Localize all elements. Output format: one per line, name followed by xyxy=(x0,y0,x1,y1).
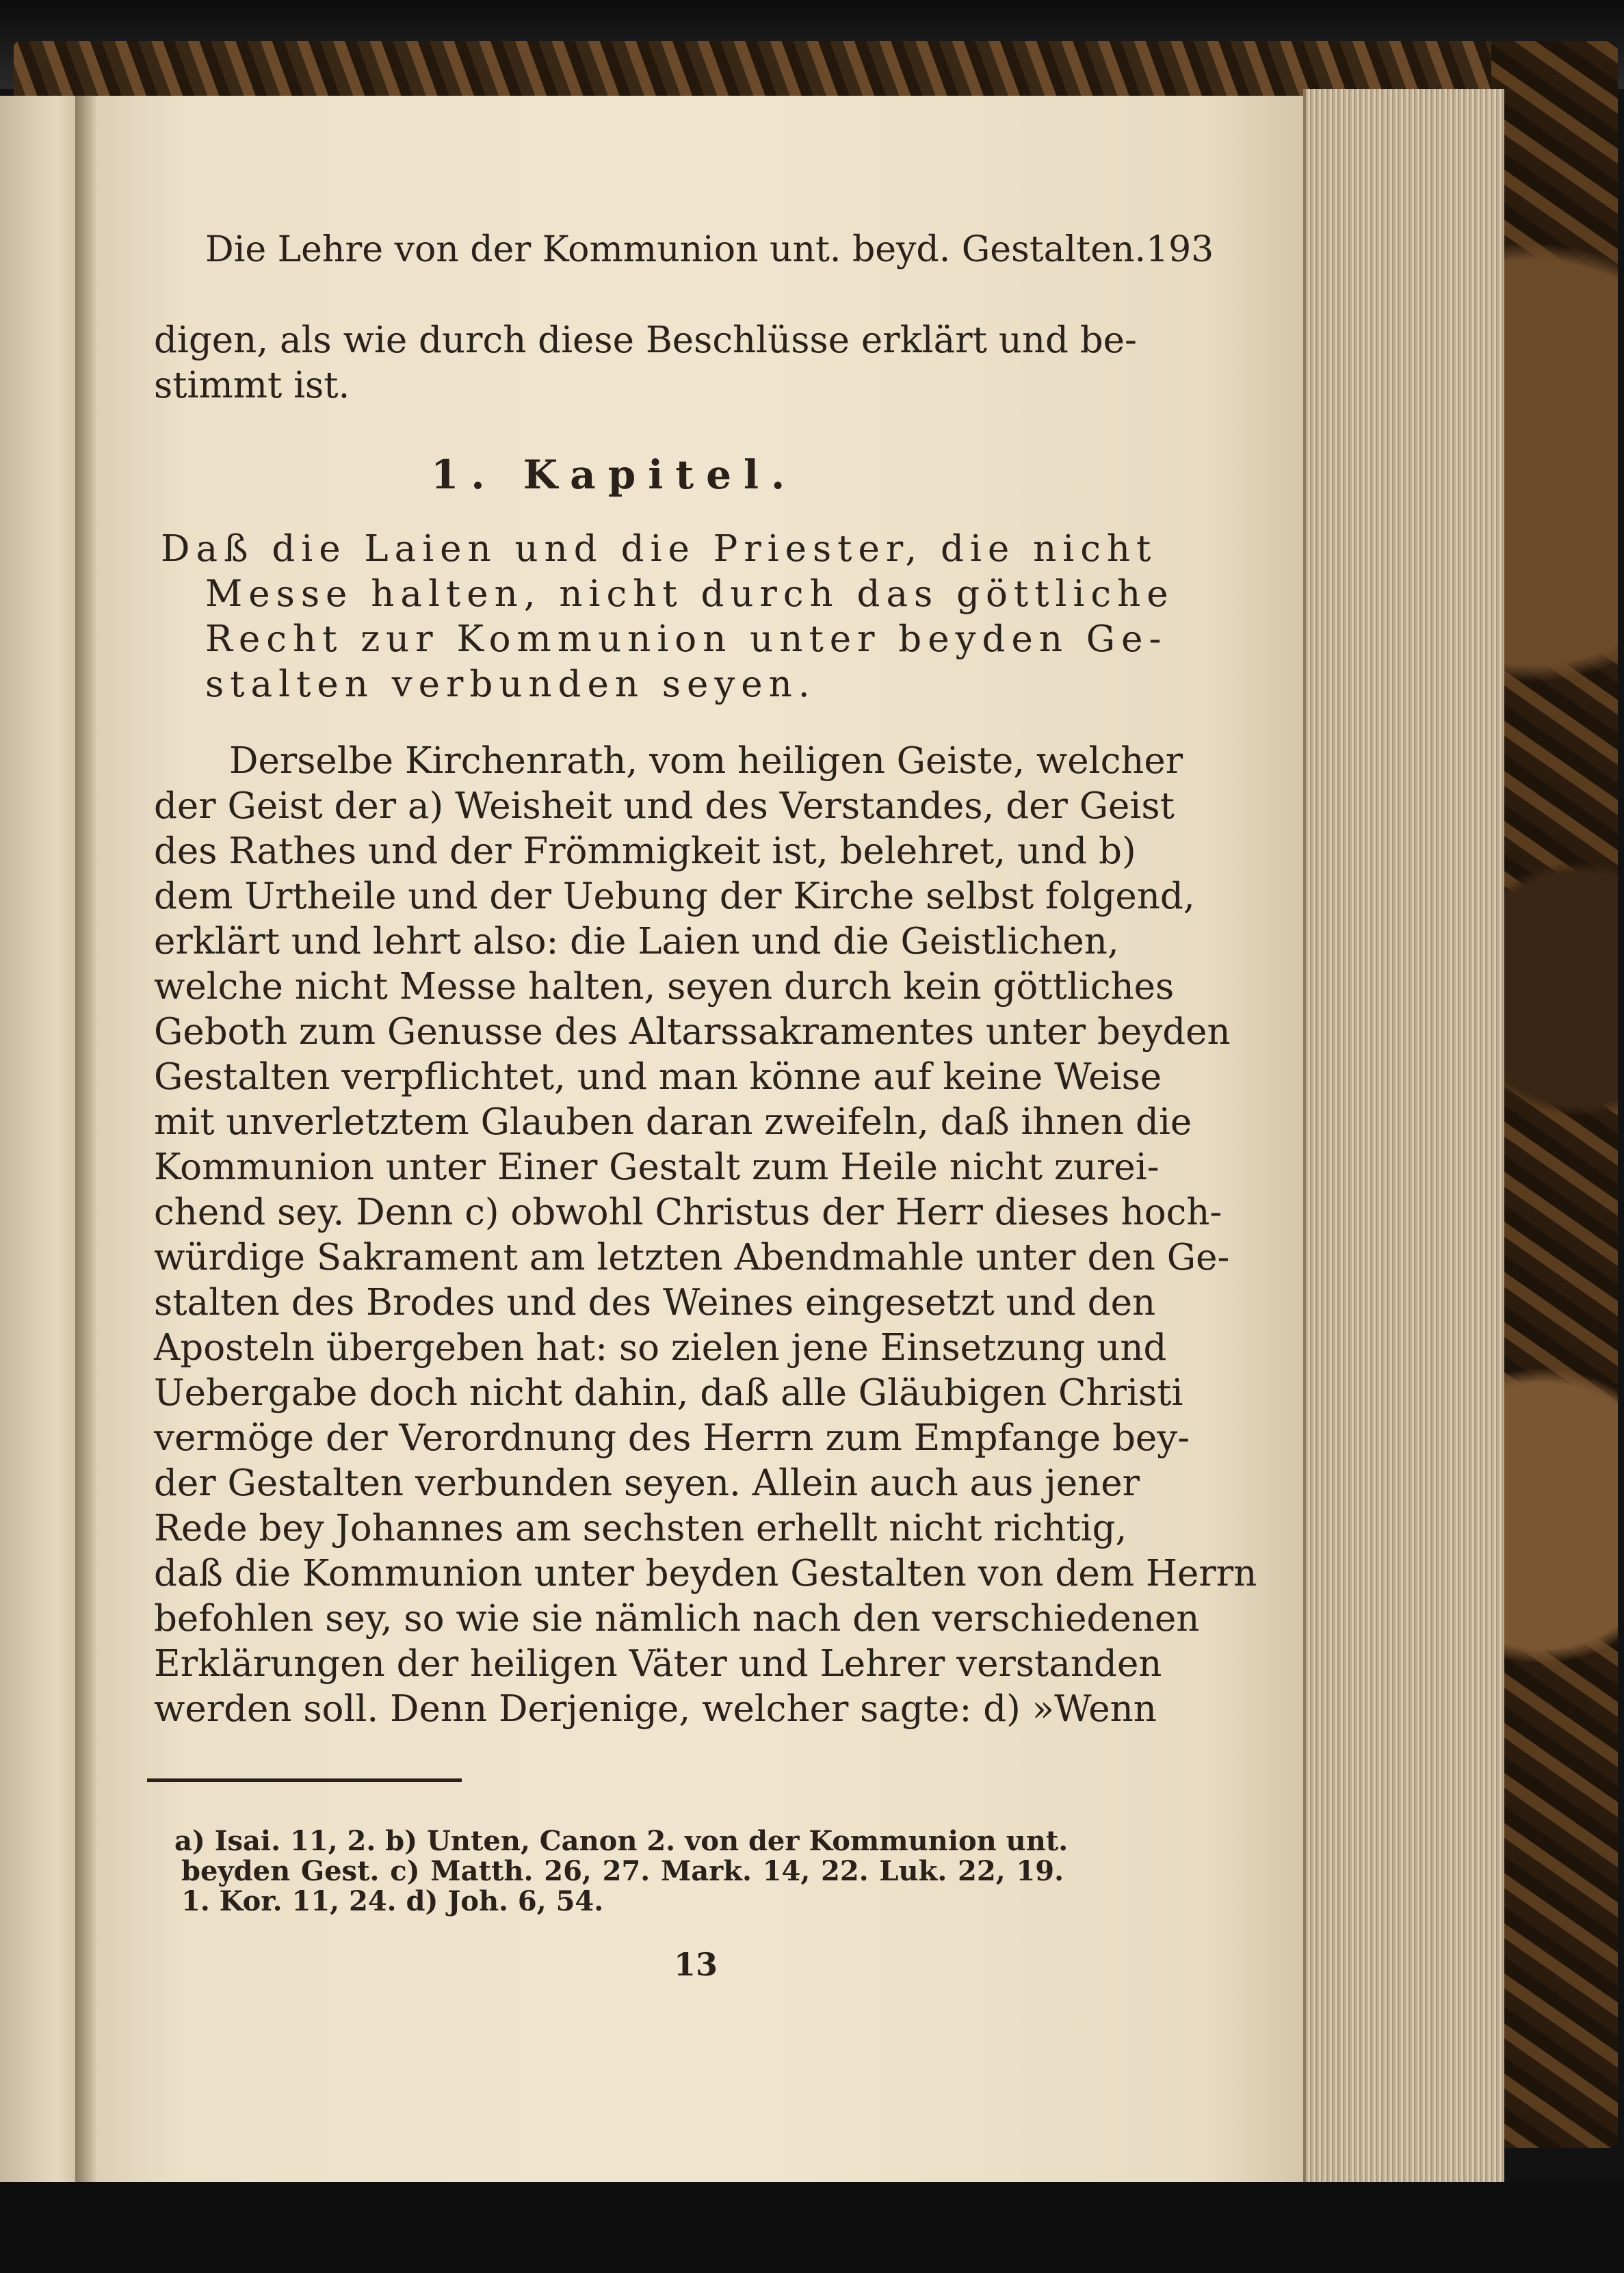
footnote-rule xyxy=(147,1778,462,1782)
page-number: 193 xyxy=(1145,229,1214,270)
left-page-edge xyxy=(0,96,81,2182)
text-line: Erklärungen der heiligen Väter und Lehrer verstanden xyxy=(154,1643,1162,1685)
text-line: befohlen sey, so wie sie nämlich nach den verschiedenen xyxy=(154,1598,1200,1640)
page-gutter xyxy=(75,96,96,2182)
text-line: des Rathes und der Frömmigkeit ist, belehret, und b) xyxy=(154,830,1136,872)
text-line: mit unverletztem Glauben daran zweifeln, daß ihnen die xyxy=(154,1101,1192,1143)
text-line: welche nicht Messe halten, seyen durch kein göttliches xyxy=(154,966,1175,1008)
text-line: Uebergabe doch nicht dahin, daß alle Gläubigen Christi xyxy=(154,1372,1183,1414)
running-title: Die Lehre von der Kommunion unt. beyd. Gestalten. xyxy=(205,229,1146,270)
text-line: dem Urtheile und der Uebung der Kirche selbst folgend, xyxy=(154,876,1195,917)
text-line: Kommunion unter Einer Gestalt zum Heile nicht zurei- xyxy=(154,1146,1160,1188)
backdrop-bottom xyxy=(0,2182,1624,2273)
text-line: der Geist der a) Weisheit und des Verstandes, der Geist xyxy=(154,785,1175,827)
text-line: daß die Kommunion unter beyden Gestalten von dem Herrn xyxy=(154,1553,1257,1594)
text-line: der Gestalten verbunden seyen. Allein auch aus jener xyxy=(154,1462,1140,1504)
chapter-summary-line: stalten verbunden seyen. xyxy=(205,663,816,705)
text-line: Gestalten verpflichtet, und man könne auf keine Weise xyxy=(154,1056,1162,1098)
text-line: stimmt ist. xyxy=(154,365,350,406)
chapter-summary-line: Messe halten, nicht durch das göttliche xyxy=(205,573,1175,615)
text-line: werden soll. Denn Derjenige, welcher sagte: d) »Wenn xyxy=(154,1688,1157,1730)
footnote-line: 1. Kor. 11, 24. d) Joh. 6, 54. xyxy=(181,1885,604,1917)
text-line: stalten des Brodes und des Weines eingesetzt und den xyxy=(154,1282,1156,1324)
running-header xyxy=(205,229,1214,270)
text-line: Derselbe Kirchenrath, vom heiligen Geiste, welcher xyxy=(229,740,1183,782)
signature-mark: 13 xyxy=(674,1946,718,1983)
page-block-edges xyxy=(1303,89,1504,2182)
footnote-line: a) Isai. 11, 2. b) Unten, Canon 2. von der Kommunion unt. xyxy=(174,1825,1069,1857)
chapter-title: 1. Kapitel. xyxy=(431,451,798,498)
text-line: würdige Sakrament am letzten Abendmahle unter den Ge- xyxy=(154,1237,1230,1278)
text-line: Geboth zum Genusse des Altarssakramentes unter beyden xyxy=(154,1011,1231,1053)
chapter-summary-line: Daß die Laien und die Priester, die nicht xyxy=(161,528,1157,570)
text-line: Rede bey Johannes am sechsten erhellt nicht richtig, xyxy=(154,1508,1127,1549)
text-line: erklärt und lehrt also: die Laien und die Geistlichen, xyxy=(154,921,1119,962)
text-line: Aposteln übergeben hat: so zielen jene Einsetzung und xyxy=(154,1327,1167,1369)
text-line: chend sey. Denn c) obwohl Christus der Herr dieses hoch- xyxy=(154,1192,1222,1233)
text-line: digen, als wie durch diese Beschlüsse erklärt und be- xyxy=(154,319,1137,361)
book-cover-marbled xyxy=(1491,41,1618,2148)
footnote-line: beyden Gest. c) Matth. 26, 27. Mark. 14, 22. Luk. 22, 19. xyxy=(181,1855,1064,1887)
text-line: vermöge der Verordnung des Herrn zum Empfange bey- xyxy=(154,1417,1190,1459)
chapter-summary-line: Recht zur Kommunion unter beyden Ge- xyxy=(205,618,1168,660)
